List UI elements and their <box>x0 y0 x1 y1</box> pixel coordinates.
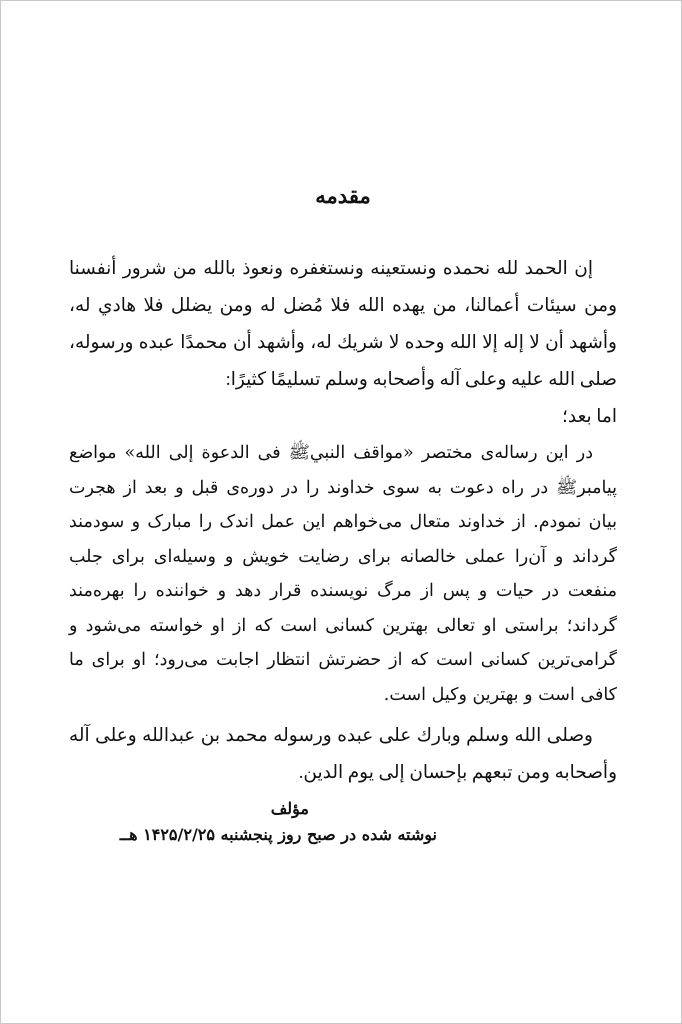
written-date-note: نوشته شده در صبح روز پنجشنبه ۱۴۲۵/۲/۲۵ هــ <box>119 825 437 844</box>
signature-block <box>69 796 617 848</box>
document-body <box>69 181 617 848</box>
author-label: مؤلف <box>270 799 309 818</box>
page-title: مقدمه <box>315 183 371 208</box>
persian-body-paragraph: در این رساله‌ی مختصر «مواقف النبيﷺ فی الدعوة إلى الله» مواضع پیامبرﷺ در راه دعوت به سوی خداوند را در دوره‌ی قبل و بعد از هجرت بیان نمودم. از خداوند متعال می‌خواهم این عمل اندک را مبارک و سودمند گرداند و آن‌را عملی خالصانه برای رضایت خویش و وسیله‌ای برای جلب منفعت در حیات و پس از مرگ نویسنده قرار دهد و خواننده را بهره‌مند گرداند؛ براستی او تعالی بهترین کسانی است که از او خواسته می‌شود و گرامی‌ترین کسانی است که از حضرتش انتظار اجابت می‌رود؛ او برای ما کافی است و بهترین وکیل است. <box>69 443 617 705</box>
arabic-opening-paragraph: إن الحمد لله نحمده ونستعينه ونستغفره ونعوذ بالله من شرور أنفسنا ومن سيئات أعمالنا، من يهده الله فلا مُضل له ومن يضلل فلا هادي له، وأشهد أن لا إله إلا الله وحده لا شريك له، وأشهد أن محمدًا عبده ورسوله، صلى الله عليه وعلى آله وأصحابه وسلم تسليمًا كثيرًا: <box>69 259 617 390</box>
amma-bad-line: اما بعد؛ <box>562 407 617 427</box>
closing-salawat-paragraph: وصلى الله وسلم وبارك على عبده ورسوله محمد بن عبدالله وعلى آله وأصحابه ومن تبعهم بإحسان إلى يوم الدين. <box>69 726 617 783</box>
